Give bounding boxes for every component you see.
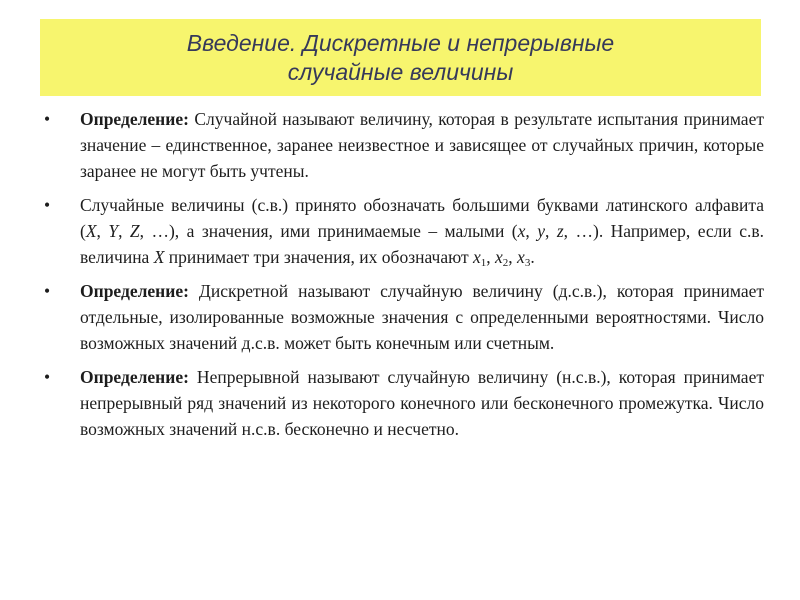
var-X-example: X [153, 247, 165, 267]
var-x3: x [517, 247, 525, 267]
var-Y: Y [108, 221, 119, 241]
notation-text: , …), а значения, ими принимаемые – малыми ( [139, 221, 518, 241]
period: . [530, 247, 535, 267]
var-X: X [85, 221, 97, 241]
bullet-icon: • [44, 109, 51, 129]
list-item-definition-random [44, 106, 764, 184]
separator: , [508, 247, 518, 267]
var-x2: x [495, 247, 503, 267]
definition-text: Случайной называют величину, которая в результате испытания принимает значение – единственное, заранее неизвестное и зависящее от случайных причин, которые заранее не могут быть учтены. [80, 109, 764, 181]
bullet-icon: • [44, 281, 51, 301]
separator: , [525, 221, 538, 241]
var-x1: x [472, 247, 481, 267]
bullet-icon: • [44, 195, 51, 215]
definition-term: Определение: [80, 281, 189, 301]
separator: , [486, 247, 496, 267]
subscript-2: 2 [502, 257, 509, 269]
subscript-1: 1 [480, 257, 487, 269]
slide-title [40, 19, 761, 96]
notation-text: Случайные величины (с.в.) принято обозначать большими буквами латинского алфавита ( [80, 195, 764, 241]
title-line-2: случайные величины [287, 58, 514, 85]
var-x: x [517, 221, 526, 241]
var-y: y [537, 221, 546, 241]
definition-term: Определение: [80, 109, 189, 129]
var-z: z [556, 221, 564, 241]
bullet-icon: • [44, 367, 51, 387]
list-item-notation [44, 192, 764, 270]
list-item-definition-discrete [44, 278, 764, 356]
title-line-1: Введение. Дискретные и непрерывные [186, 29, 615, 56]
separator: , [118, 221, 130, 241]
notation-text: , …). Например, если с.в. величина [80, 221, 765, 267]
subscript-3: 3 [524, 257, 531, 269]
definition-text: Дискретной называют случайную величину (д.с.в.), которая принимает отдельные, изолированные возможные значения с определенными вероятностями. Число возможных значений д.с.в. может быть конечным или счетным. [80, 281, 764, 353]
separator: , [545, 221, 557, 241]
separator: , [96, 221, 109, 241]
list-item-definition-continuous [44, 364, 764, 442]
var-Z: Z [129, 221, 140, 241]
definition-term: Определение: [80, 367, 189, 387]
notation-text: принимает три значения, их обозначают [164, 247, 473, 267]
bullet-list [44, 106, 764, 450]
definition-text: Непрерывной называют случайную величину (н.с.в.), которая принимает непрерывный ряд значений из некоторого конечного или бесконечного промежутка. Число возможных значений н.с.в. бесконечно и несчетно. [80, 367, 764, 439]
